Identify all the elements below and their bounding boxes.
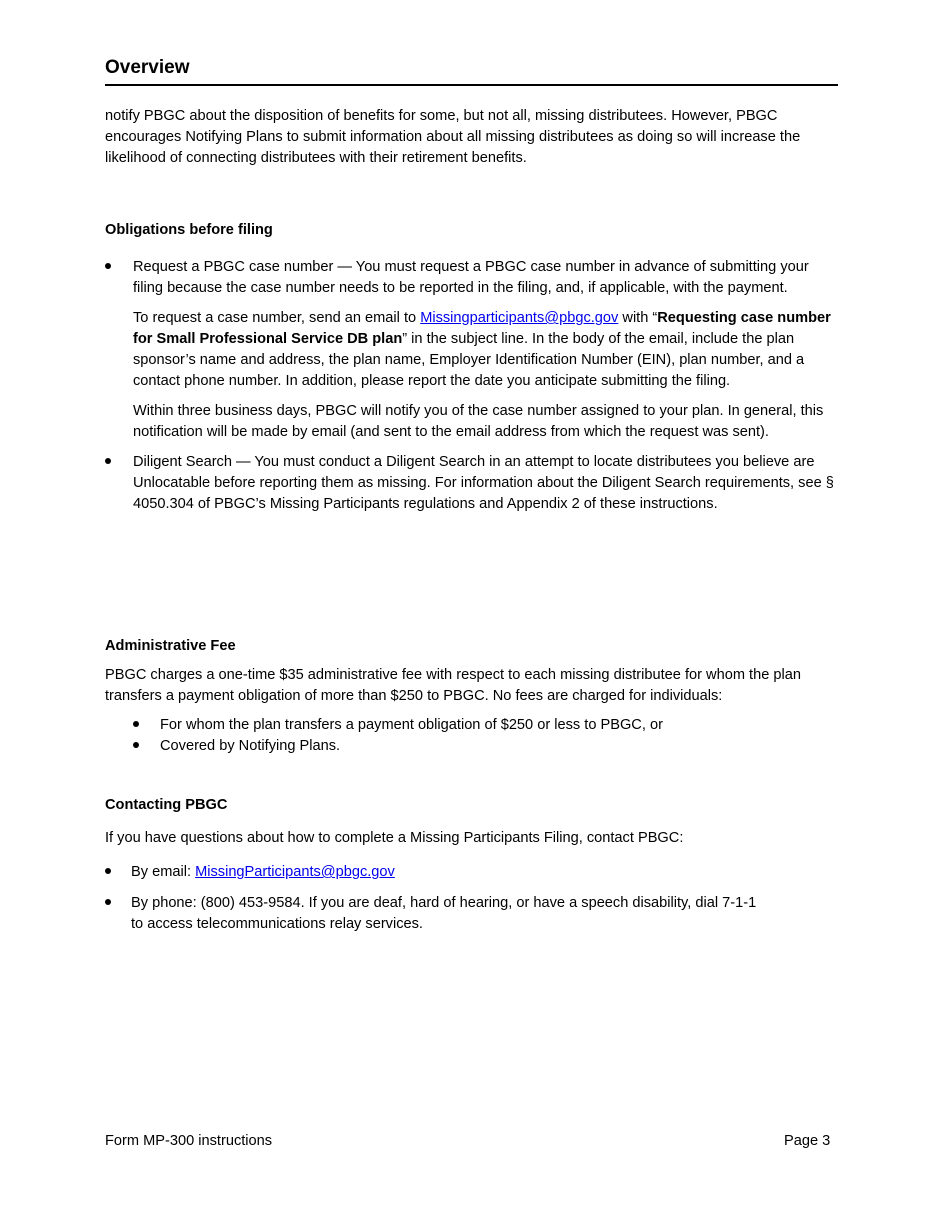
bullet-icon — [105, 257, 115, 278]
bullet-icon — [133, 715, 143, 736]
list-item — [105, 452, 835, 515]
instructions-suffix: ” in the subject line. In the body of the email, include the plan sponsor’s name and address, the plan name, Employer Identification Number (EIN), plan number, and a contact phone number. In addition, please report the date you anticipate submitting the filing. — [133, 331, 805, 389]
intro-text: notify PBGC about the disposition of benefits for some, but not all, missing distributees. However, PBGC encourages Notifying Plans to submit information about all missing distributees as doing so will increase the likelihood of connecting distributees with their retirement benefits. — [105, 108, 801, 166]
contact-heading: Contacting PBGC — [105, 797, 228, 813]
list-item — [105, 893, 771, 935]
diligent-search-text: Diligent Search — You must conduct a Diligent Search in an attempt to locate distributees you believe are Unlocatable before reporting them as missing. For information about the Diligent Search requirements, see § 4050.304 of PBGC’s Missing Participants regulations and Appendix 2 of these instructions. — [133, 454, 834, 512]
footer-page-number: Page 3 — [784, 1133, 831, 1149]
bullet-icon — [105, 893, 115, 914]
case-number-instructions — [133, 308, 835, 392]
case-number-text: Request a PBGC case number — You must request a PBGC case number in advance of submitting your filing because the case number needs to be reported in the filing, and, if applicable, with the payment. — [133, 259, 809, 296]
contact-list — [105, 862, 835, 935]
email-label: By email: — [131, 864, 196, 880]
contact-text: If you have questions about how to complete a Missing Participants Filing, contact PBGC: — [105, 830, 684, 846]
fee-item-text: Covered by Notifying Plans. — [160, 738, 341, 754]
contact-email-link[interactable]: MissingParticipants@pbgc.gov — [195, 864, 395, 880]
instructions-mid: with “ — [618, 310, 658, 326]
intro-paragraph — [105, 106, 835, 169]
fee-list — [133, 715, 833, 757]
list-item — [133, 715, 833, 736]
fee-heading: Administrative Fee — [105, 638, 236, 654]
list-item — [133, 736, 833, 757]
subject-line-text: Requesting case number for Small Professional Service DB plan — [133, 310, 831, 347]
notification-text: Within three business days, PBGC will notify you of the case number assigned to your plan. In general, this notification will be made by email (and sent to the email address from which the request was sent). — [133, 403, 824, 440]
list-item — [105, 862, 835, 883]
bullet-icon — [105, 862, 115, 883]
page-title: Overview — [105, 57, 190, 78]
list-item — [105, 257, 835, 443]
bullet-icon — [133, 736, 143, 757]
fee-item-text: For whom the plan transfers a payment obligation of $250 or less to PBGC, or — [160, 717, 663, 733]
instructions-prefix: To request a case number, send an email to — [133, 310, 421, 326]
header-divider — [105, 84, 838, 86]
phone-text: By phone: (800) 453-9584. If you are deaf, hard of hearing, or have a speech disability, dial 7-1-1 to access telecommunications relay services. — [131, 895, 757, 932]
obligations-heading: Obligations before filing — [105, 222, 273, 238]
missing-participants-email-link[interactable]: Missingparticipants@pbgc.gov — [420, 310, 619, 326]
fee-text: PBGC charges a one-time $35 administrative fee with respect to each missing distributee for whom the plan transfers a payment obligation of more than $250 to PBGC. No fees are charged for individuals: — [105, 667, 801, 704]
obligations-list — [105, 257, 835, 515]
footer-form-name: Form MP-300 instructions — [105, 1133, 273, 1149]
bullet-icon — [105, 452, 115, 473]
